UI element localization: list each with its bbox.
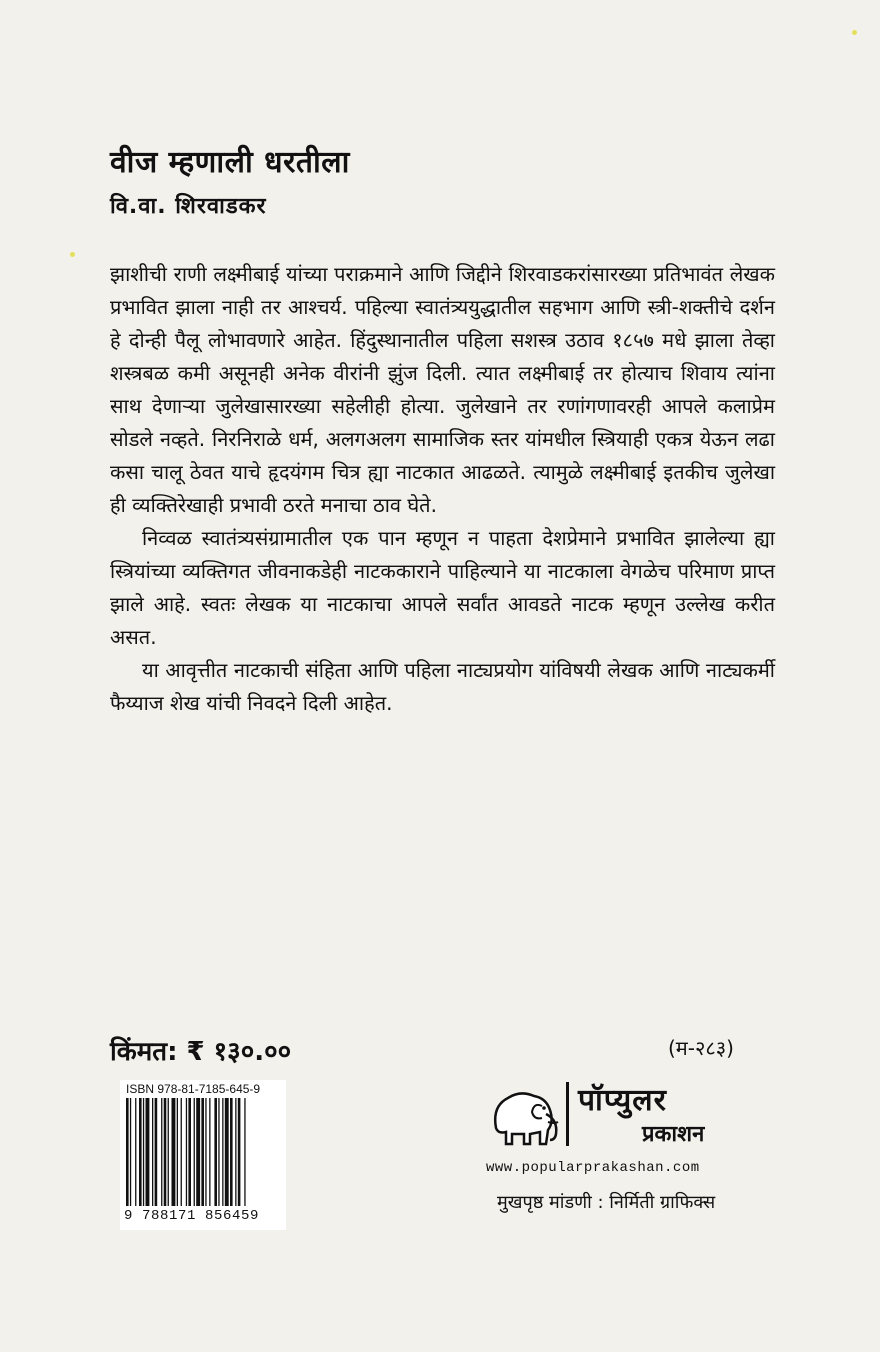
barcode-bar bbox=[230, 1098, 233, 1206]
barcode-bar bbox=[194, 1098, 195, 1206]
blurb bbox=[110, 258, 775, 720]
barcode-bars bbox=[126, 1098, 282, 1206]
barcode-bar bbox=[161, 1098, 162, 1206]
logo-divider bbox=[566, 1082, 569, 1146]
publisher-logo bbox=[486, 1076, 778, 1152]
barcode-bar bbox=[218, 1098, 219, 1206]
barcode-bar bbox=[139, 1098, 142, 1206]
barcode-bar bbox=[209, 1098, 210, 1206]
barcode-bar bbox=[143, 1098, 144, 1206]
barcode-bar bbox=[135, 1098, 136, 1206]
barcode-bar bbox=[164, 1098, 167, 1206]
barcode-bar bbox=[146, 1098, 150, 1206]
barcode-bar bbox=[188, 1098, 191, 1206]
barcode-digits: 9 788171 856459 bbox=[124, 1208, 260, 1224]
speck bbox=[852, 30, 857, 35]
barcode-bar bbox=[168, 1098, 169, 1206]
barcode-bar bbox=[181, 1098, 182, 1206]
barcode-bar bbox=[172, 1098, 176, 1206]
author-name: वि.वा. शिरवाडकर bbox=[110, 194, 267, 219]
blurb-paragraph: या आवृत्तीत नाटकाची संहिता आणि पहिला नाट्यप्रयोग यांविषयी लेखक आणि नाट्यकर्मी फैय्याज शेख यांची निवदने दिली आहेत. bbox=[110, 658, 775, 715]
barcode-bar bbox=[155, 1098, 158, 1206]
isbn-label: ISBN 978-81-7185-645-9 bbox=[126, 1082, 261, 1096]
barcode-bar bbox=[130, 1098, 131, 1206]
barcode-bar bbox=[205, 1098, 206, 1206]
barcode bbox=[120, 1080, 286, 1230]
cover-design-credit: मुखपृष्ठ मांडणी : निर्मिती ग्राफिक्स bbox=[497, 1192, 716, 1213]
publisher-subname: प्रकाशन bbox=[642, 1122, 705, 1147]
barcode-bar bbox=[196, 1098, 200, 1206]
elephant-icon bbox=[486, 1078, 562, 1150]
price: किंमत: ₹ १३०.०० bbox=[110, 1037, 292, 1067]
barcode-bar bbox=[152, 1098, 153, 1206]
barcode-bar bbox=[177, 1098, 178, 1206]
barcode-bar bbox=[222, 1098, 223, 1206]
barcode-bar bbox=[126, 1098, 129, 1206]
publisher-website: www.popularprakashan.com bbox=[486, 1160, 700, 1176]
blurb-paragraph: निव्वळ स्वातंत्र्यसंग्रामातील एक पान म्हणून न पाहता देशप्रेमाने प्रभावित झालेल्या ह्या स्त्रियांच्या व्यक्तिगत जीवनाकडेही नाटककाराने पाहिल्याने या नाटकाला वेगळेच परिमाण प्राप्त झाले आहे. स्वतः लेखक या नाटकाचा आपले सर्वांत आवडते नाटक म्हणून उल्लेख करीत असत. bbox=[110, 526, 775, 649]
barcode-bar bbox=[225, 1098, 229, 1206]
barcode-bar bbox=[235, 1098, 236, 1206]
catalog-code: (म-२८३) bbox=[668, 1036, 734, 1060]
barcode-bar bbox=[214, 1098, 217, 1206]
speck bbox=[70, 252, 75, 257]
barcode-bar bbox=[201, 1098, 204, 1206]
publisher-name: पॉप्युलर bbox=[578, 1083, 667, 1118]
barcode-bar bbox=[238, 1098, 241, 1206]
blurb-paragraph: झाशीची राणी लक्ष्मीबाई यांच्या पराक्रमाने आणि जिद्दीने शिरवाडकरांसारख्या प्रतिभावंत लेखक प्रभावित झाला नाही तर आश्चर्य. पहिल्या स्वातंत्र्ययुद्धातील सहभाग आणि स्त्री-शक्तीचे दर्शन हे दोन्ही पैलू लोभावणारे आहेत. हिंदुस्थानातील पहिला सशस्त्र उठाव १८५७ मधे झाला तेव्हा शस्त्रबळ कमी असूनही अनेक वीरांनी झुंज दिली. त्यात लक्ष्मीबाई तर होत्याच शिवाय त्यांना साथ देणाऱ्या जुलेखासारख्या सहेलीही होत्या. जुलेखाने तर रणांगणावरही आपले कलाप्रेम सोडले नव्हते. निरनिराळे धर्म, अलगअलग सामाजिक स्तर यांमधील स्त्रियाही एकत्र येऊन लढा कसा चालू ठेवत याचे हृदयंगम चित्र ह्या नाटकात आढळते. त्यामुळे लक्ष्मीबाई इतकीच जुलेखा ही व्यक्तिरेखाही प्रभावी ठरते मनाचा ठाव घेते. bbox=[110, 262, 775, 517]
book-title: वीज म्हणाली धरतीला bbox=[110, 145, 350, 180]
barcode-bar bbox=[244, 1098, 245, 1206]
barcode-bar bbox=[186, 1098, 187, 1206]
